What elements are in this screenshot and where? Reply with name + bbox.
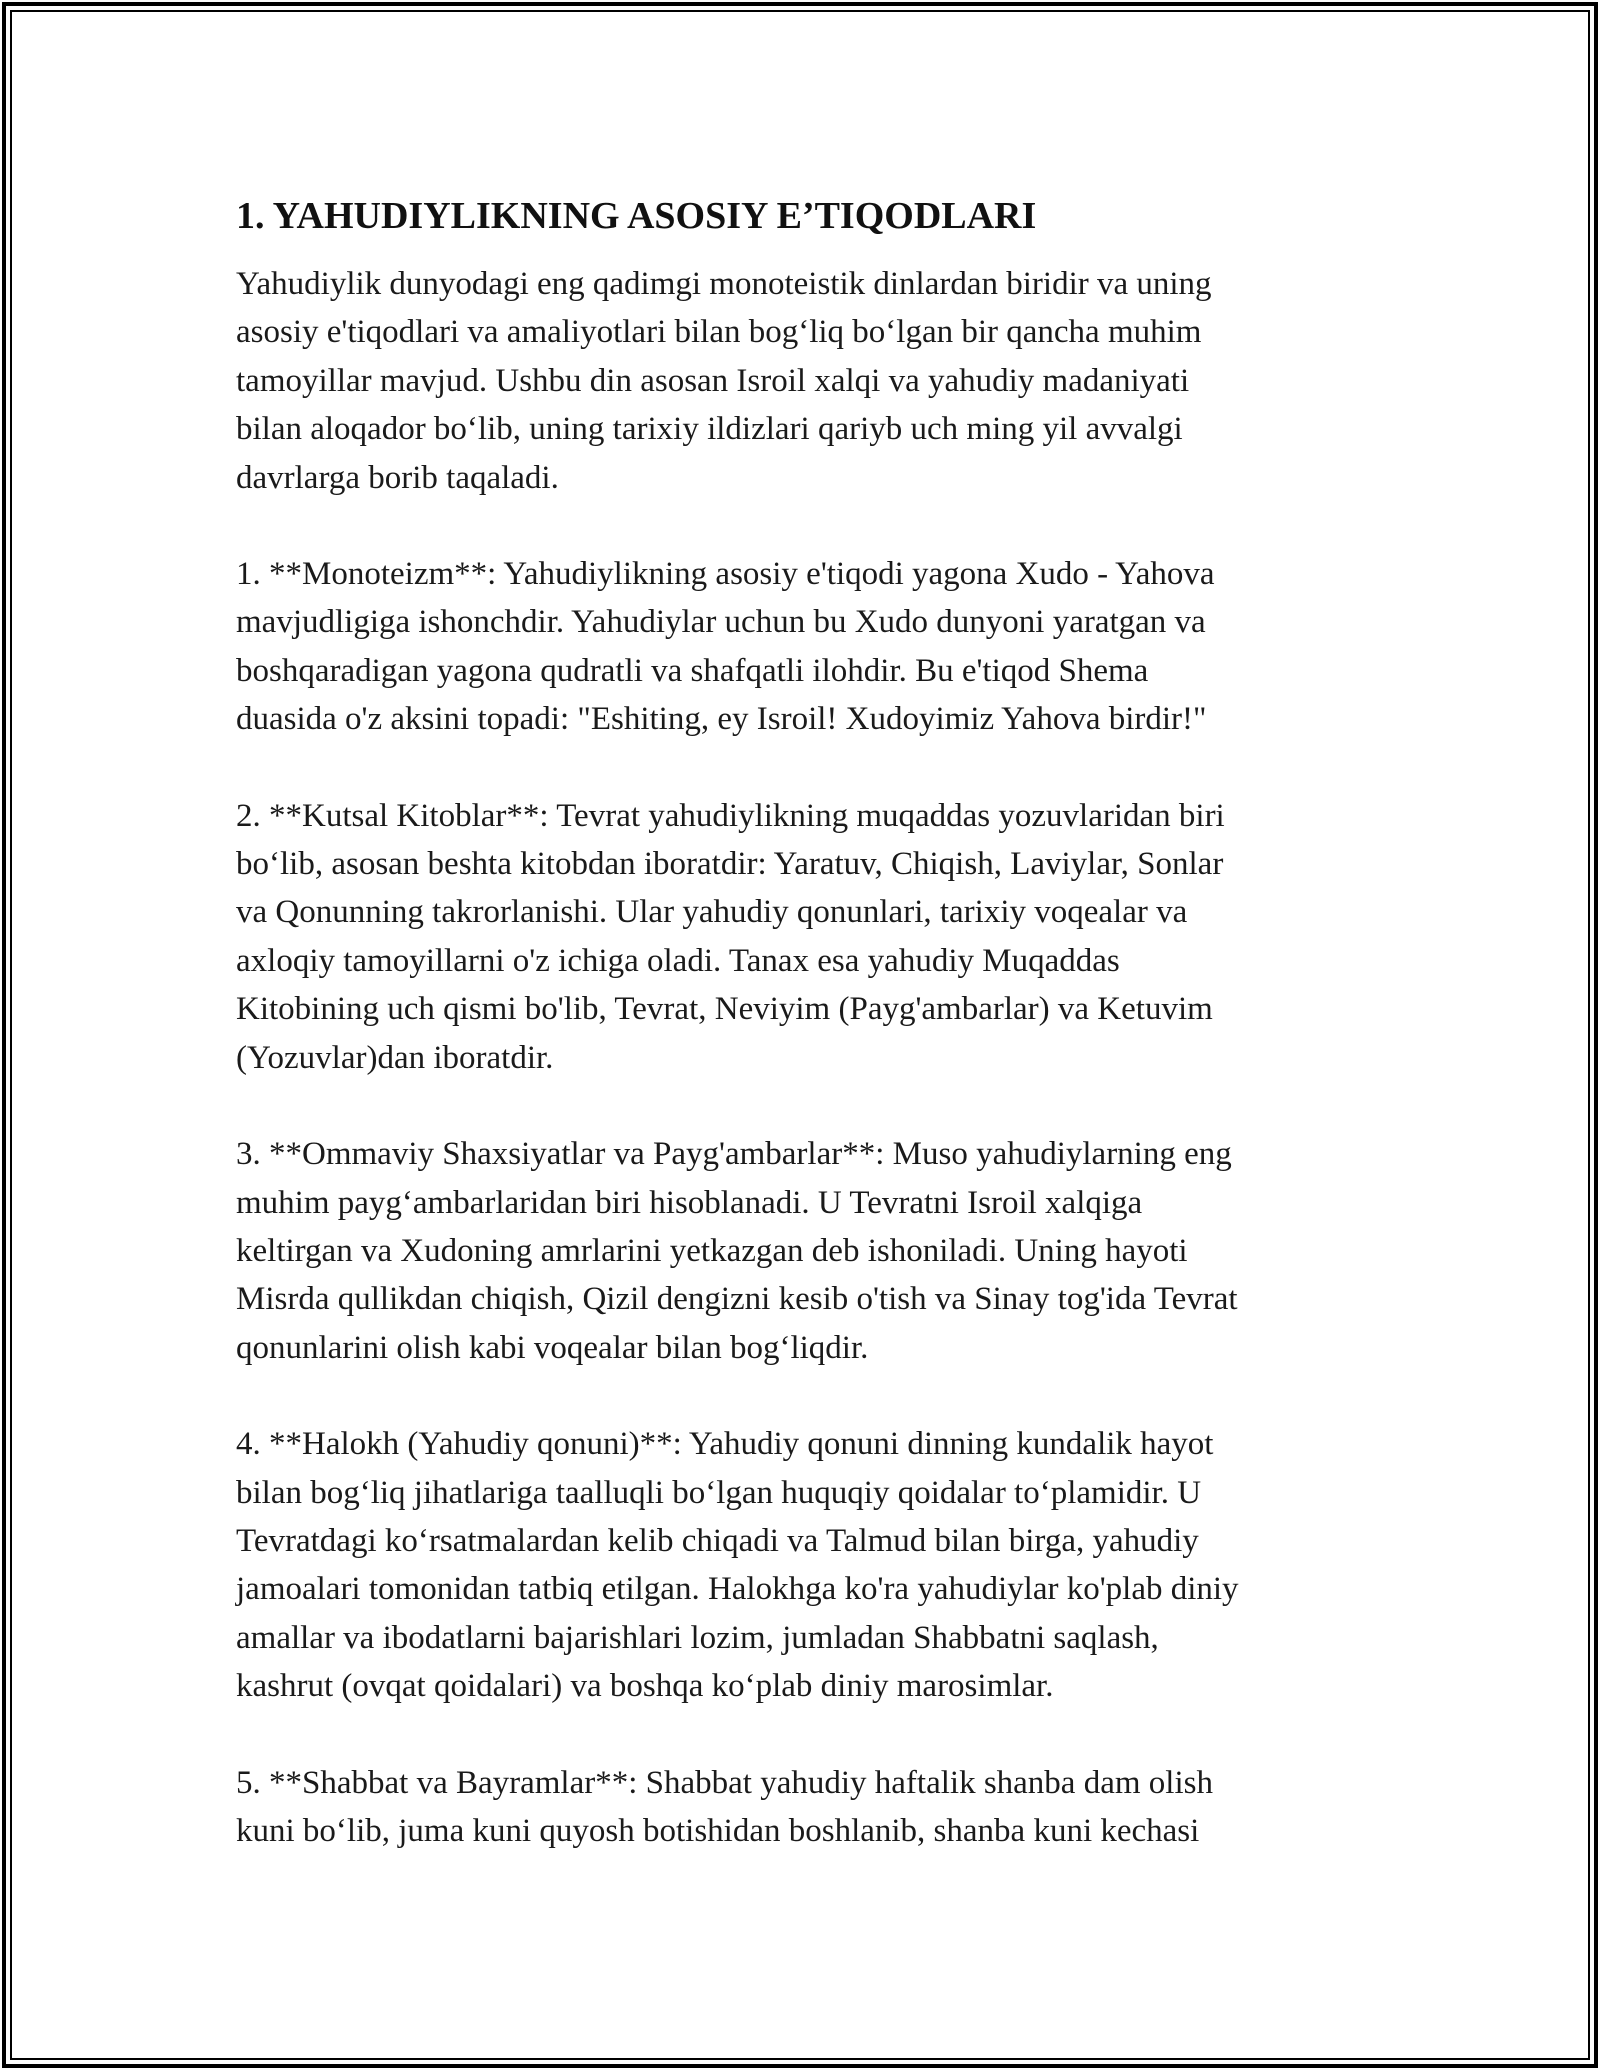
paragraph-halokh: 4. **Halokh (Yahudiy qonuni)**: Yahudiy qonuni dinning kundalik hayot bilan bog‘liq jihatlariga taalluqli bo‘lgan huquqiy qoidalar to‘plamidir. U Tevratdagi ko‘rsatmalardan kelib chiqadi va Talmud bilan birga, yahudiy jamoalari tomonidan tatbiq etilgan. Halokhga ko'ra yahudiylar ko'plab diniy amallar va ibodatlarni bajarishlari lozim, jumladan Shabbatni saqlash, kashrut (ovqat qoidalari) va boshqa ko‘plab diniy marosimlar.	[236, 1426, 1239, 1705]
document-page	[236, 180, 1366, 1903]
intro-paragraph: Yahudiylik dunyodagi eng qadimgi monoteistik dinlardan biridir va uning asosiy e'tiqodlari va amaliyotlari bilan bog‘liq bo‘lgan bir qancha muhim tamoyillar mavjud. Ushbu din asosan Isroil xalqi va yahudiy madaniyati bilan aloqador bo‘lib, uning tarixiy ildizlari qariyb uch ming yil avvalgi davrlarga borib taqaladi.	[236, 266, 1212, 496]
paragraph-monoteizm: 1. **Monoteizm**: Yahudiylikning asosiy e'tiqodi yagona Xudo - Yahova mavjudligiga ishonchdir. Yahudiylar uchun bu Xudo dunyoni yaratgan va boshqaradigan yagona qudratli va shafqatli ilohdir. Bu e'tiqod Shema duasida o'z aksini topadi: "Eshiting, ey Isroil! Xudoyimiz Yahova birdir!"	[236, 556, 1215, 738]
paragraph-paygambarlar: 3. **Ommaviy Shaxsiyatlar va Payg'ambarlar**: Muso yahudiylarning eng muhim payg‘ambarlaridan biri hisoblanadi. U Tevratni Isroil xalqiga keltirgan va Xudoning amrlarini yetkazgan deb ishoniladi. Uning hayoti Misrda qullikdan chiqish, Qizil dengizni kesib o'tish va Sinay tog'ida Tevrat qonunlarini olish kabi voqealar bilan bog‘liqdir.	[236, 1136, 1238, 1366]
paragraph-kutsal-kitoblar: 2. **Kutsal Kitoblar**: Tevrat yahudiylikning muqaddas yozuvlaridan biri bo‘lib, asosan beshta kitobdan iboratdir: Yaratuv, Chiqish, Laviylar, Sonlar va Qonunning takrorlanishi. Ular yahudiy qonunlari, tarixiy voqealar va axloqiy tamoyillarni o'z ichiga oladi. Tanax esa yahudiy Muqaddas Kitobining uch qismi bo'lib, Tevrat, Neviyim (Payg'ambarlar) va Ketuvim (Yozuvlar)dan iboratdir.	[236, 797, 1225, 1076]
paragraph-shabbat: 5. **Shabbat va Bayramlar**: Shabbat yahudiy haftalik shanba dam olish kuni bo‘lib, juma kuni quyosh botishidan boshlanib, shanba kuni kechasi	[236, 1764, 1213, 1849]
document-title: 1. YAHUDIYLIKNING ASOSIY E’TIQODLARI	[236, 195, 1037, 237]
